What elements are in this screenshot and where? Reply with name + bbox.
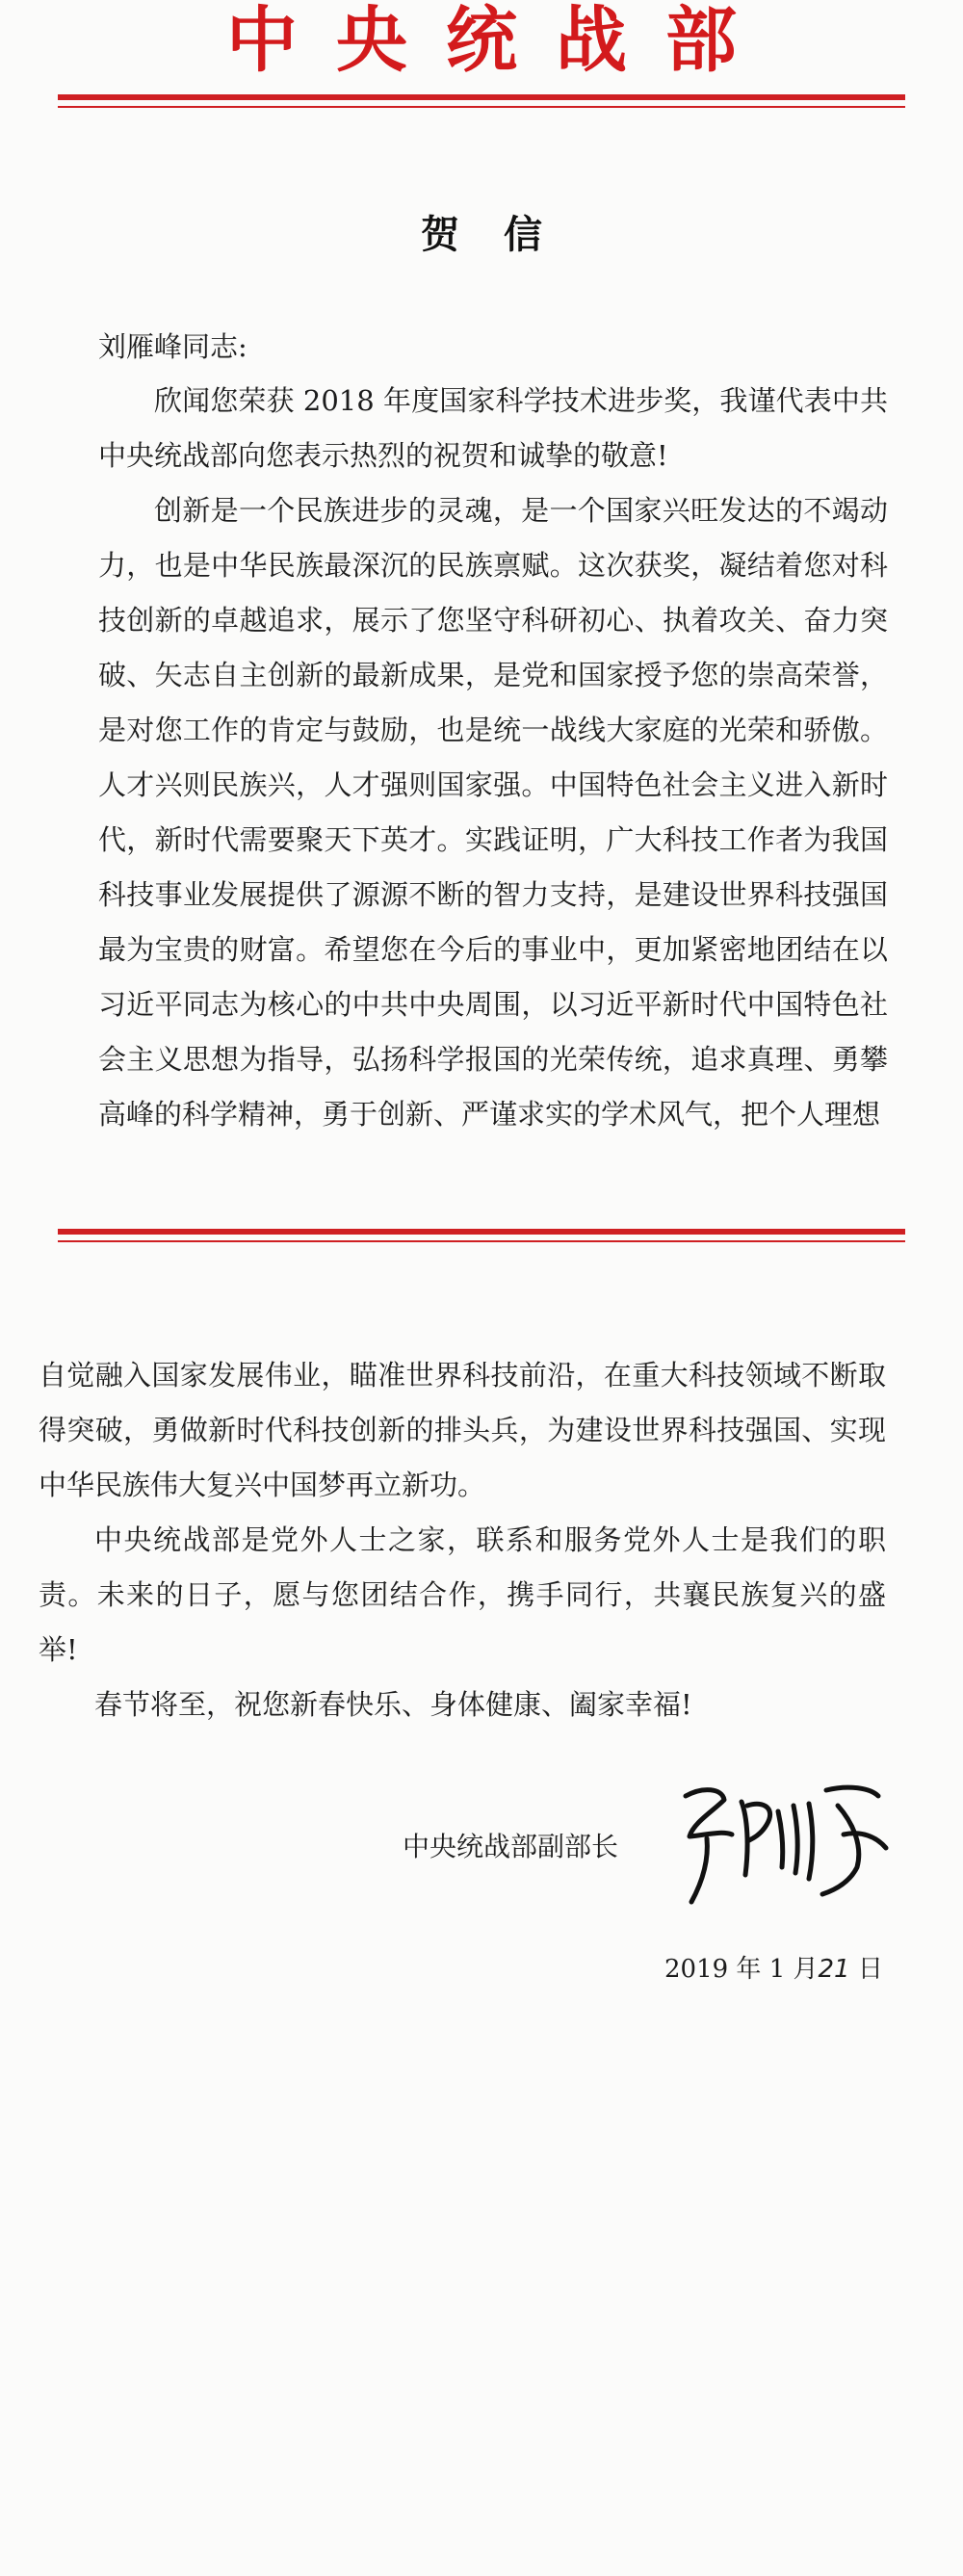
page-break-rule-thin [58, 1240, 905, 1242]
letter-paragraph: 中央统战部是党外人士之家，联系和服务党外人士是我们的职责。未来的日子，愿与您团结合作，携手同行，共襄民族复兴的盛举! [39, 1523, 886, 1666]
letterhead-rule-thick [58, 94, 905, 100]
letter-salutation: 刘雁峰同志: [98, 330, 247, 363]
letter-date [664, 1949, 883, 1985]
letter-heading: 贺信 [421, 212, 586, 257]
letterhead [0, 0, 963, 82]
letterhead-rule-thin [58, 106, 905, 108]
date-suffix: 日 [857, 1955, 883, 1984]
letter-paragraph: 欣闻您荣获 2018 年度国家科学技术进步奖，我谨代表中共中央统战部向您表示热烈的祝贺和诚挚的敬意! [98, 384, 888, 472]
handwritten-signature [664, 1767, 896, 1912]
date-day-handwritten: 21 [818, 1955, 850, 1984]
letter-paragraph-continued: 自觉融入国家发展伟业，瞄准世界科技前沿，在重大科技领域不断取得突破，勇做新时代科技创新的排头兵，为建设世界科技强国、实现中华民族伟大复兴中国梦再立新功。 [39, 1359, 886, 1501]
date-printed: 2019 年 1 月 [664, 1955, 819, 1984]
letter-paragraph: 春节将至，祝您新春快乐、身体健康、阖家幸福! [94, 1688, 692, 1721]
letterhead-org-name: 中央统战部 [226, 0, 775, 82]
letter-paragraph: 创新是一个民族进步的灵魂，是一个国家兴旺发达的不竭动力，也是中华民族最深沉的民族禀赋。这次获奖，凝结着您对科技创新的卓越追求，展示了您坚守科研初心、执着攻关、奋力突破、矢志自主创新的最新成果，是党和国家授予您的崇高荣誉，是对您工作的肯定与鼓励，也是统一战线大家庭的光荣和骄傲。人才兴则民族兴，人才强则国家强。中国特色社会主义进入新时代，新时代需要聚天下英才。实践证明，广大科技工作者为我国科技事业发展提供了源源不断的智力支持，是建设世界科技强国最为宝贵的财富。希望您在今后的事业中，更加紧密地团结在以习近平同志为核心的中共中央周围，以习近平新时代中国特色社会主义思想为指导，弘扬科学报国的光荣传统，追求真理、勇攀高峰的科学精神，勇于创新、严谨求实的学术风气，把个人理想 [98, 494, 888, 1131]
letter-body-page1 [98, 374, 888, 1142]
letter-body-page2 [39, 1348, 886, 1732]
signer-title: 中央统战部副部长 [403, 1831, 619, 1862]
page-break-rule-thick [58, 1229, 905, 1235]
